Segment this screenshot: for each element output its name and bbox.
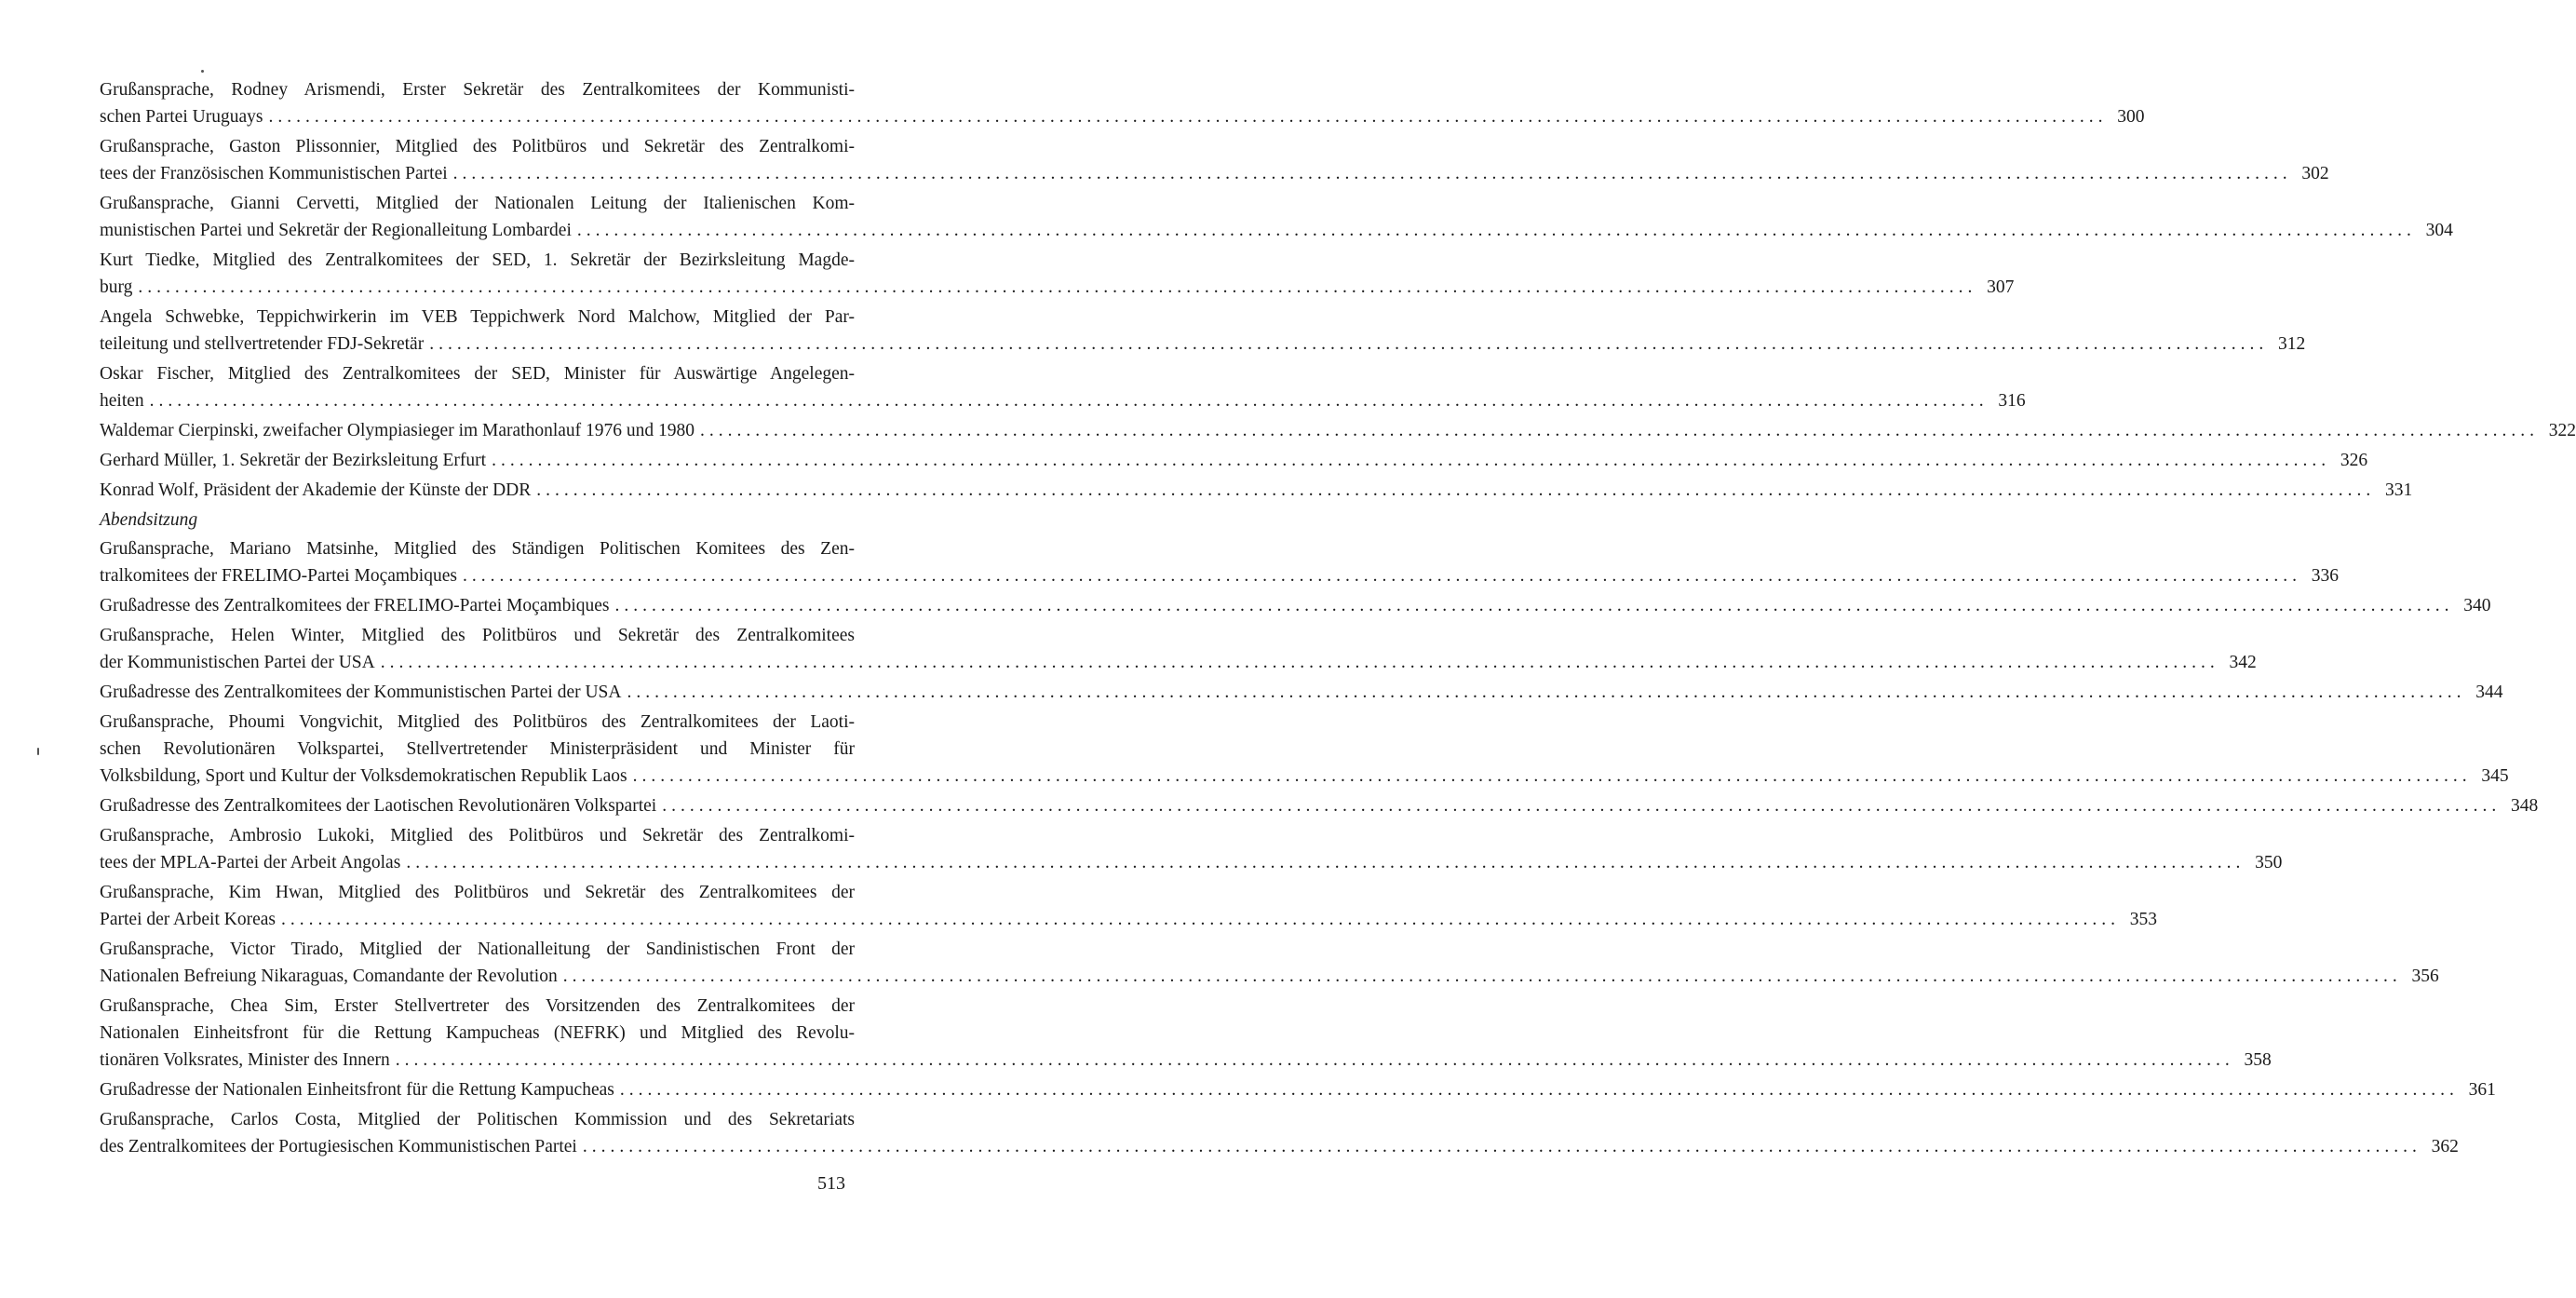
toc-entry-line: Grußansprache, Mariano Matsinhe, Mitglied des Ständigen Politischen Komitees des Zen- [100,539,855,559]
toc-page-number: 302 [2301,164,2329,183]
toc-page-number: 336 [2311,566,2339,586]
toc-entry-final-line [100,679,2503,706]
toc-page-number: 356 [2411,967,2439,986]
toc-page-number: 344 [2475,683,2503,702]
toc-entry-text: des Zentralkomitees der Portugiesischen Kommunistischen Partei [100,1137,577,1156]
toc-entry-text: der Kommunistischen Partei der USA [100,653,375,672]
dot-leader: ........................................................................................................................................................................................................ [280,910,2120,929]
dot-leader: ........................................................................................................................................................................................................ [700,421,2540,440]
dot-leader: ........................................................................................................................................................................................................ [662,796,2502,816]
toc-entry-final-line [100,562,2339,589]
section-heading: Abendsitzung [100,510,198,530]
toc-page-number: 342 [2229,653,2257,672]
toc-entry [100,993,2272,1074]
toc-entry-text: tionären Volksrates, Minister des Innern [100,1050,390,1070]
dot-leader: ........................................................................................................................................................................................................ [138,277,1977,297]
dot-leader: ........................................................................................................................................................................................................ [562,967,2402,986]
toc-entry-line: Grußansprache, Chea Sim, Erster Stellvertreter des Vorsitzenden des Zentralkomitees der [100,996,855,1016]
toc-page-number: 353 [2129,910,2157,929]
toc-entry-final-line [100,447,2368,474]
dot-leader: ........................................................................................................................................................................................................ [149,391,1989,411]
toc-page-number: 348 [2510,796,2539,816]
toc-entry-text: Waldemar Cierpinski, zweifacher Olympiasieger im Marathonlauf 1976 und 1980 [100,421,695,440]
toc-page-number: 362 [2431,1137,2459,1156]
toc-entry-final-line [100,963,2439,990]
toc-entry [100,417,2576,444]
dot-leader: ........................................................................................................................................................................................................ [395,1050,2234,1070]
toc-entry [100,360,2026,414]
dot-leader: ........................................................................................................................................................................................................ [536,480,2376,500]
dot-leader: ........................................................................................................................................................................................................ [632,766,2472,786]
toc-entry-final-line [100,792,2539,819]
toc-page-number: 312 [2277,334,2306,354]
toc-entry-line: Grußansprache, Carlos Costa, Mitglied der Politischen Kommission und des Sekretariats [100,1110,855,1129]
toc-entry-line: Grußansprache, Helen Winter, Mitglied des Politbüros und Sekretär des Zentralkomitees [100,626,855,645]
dot-leader: ........................................................................................................................................................................................................ [627,683,2466,702]
toc-entry-text: teileitung und stellvertretender FDJ-Sekretär [100,334,425,354]
toc-entry-final-line [100,906,2157,933]
toc-section-top [100,76,2576,504]
toc-entry-line: Grußansprache, Kim Hwan, Mitglied des Politbüros und Sekretär des Zentralkomitees der [100,883,855,902]
toc-page-number: 358 [2244,1050,2272,1070]
toc-entry-text: burg [100,277,133,297]
toc-entry [100,936,2439,990]
toc-entry [100,622,2257,676]
toc-entry-final-line [100,1133,2459,1160]
toc-entry [100,535,2339,589]
toc-entry [100,247,2015,301]
toc-entry-text: Konrad Wolf, Präsident der Akademie der Künste der DDR [100,480,532,500]
toc-entry-final-line [100,217,2453,244]
toc-page-number: 361 [2468,1080,2496,1100]
dot-leader: ........................................................................................................................................................................................................ [452,164,2292,183]
toc-entry [100,1076,2496,1103]
dot-leader: ........................................................................................................................................................................................................ [614,596,2454,615]
toc-entry-line: Grußansprache, Victor Tirado, Mitglied der Nationalleitung der Sandinistischen Front der [100,940,855,959]
toc-entry-line: Grußansprache, Rodney Arismendi, Erster Sekretär des Zentralkomitees der Kommunisti- [100,80,855,100]
toc-entry [100,447,2368,474]
toc-entry-text: tees der MPLA-Partei der Arbeit Angolas [100,853,401,872]
toc-page-number: 326 [2340,451,2368,470]
dot-leader: ........................................................................................................................................................................................................ [492,451,2331,470]
toc-page-number: 322 [2548,421,2576,440]
toc-entry [100,792,2539,819]
toc-entry-final-line [100,160,2329,187]
toc-entry-final-line [100,387,2026,414]
toc-entry-final-line [100,274,2015,301]
toc-entry [100,133,2329,187]
toc-entry-final-line [100,477,2413,504]
dot-leader: ........................................................................................................................................................................................................ [380,653,2219,672]
toc-entry-line: Angela Schwebke, Teppichwirkerin im VEB Teppichwerk Nord Malchow, Mitglied der Par- [100,307,855,327]
toc-entry-text: tralkomitees der FRELIMO-Partei Moçambiques [100,566,457,586]
dot-leader: ........................................................................................................................................................................................................ [462,566,2301,586]
toc-entry [100,709,2509,790]
toc-entry-final-line [100,1076,2496,1103]
toc-page-number: 350 [2255,853,2283,872]
toc-entry [100,879,2157,933]
toc-entry-final-line [100,103,2145,130]
toc-page-number: 340 [2463,596,2491,615]
toc-entry [100,822,2283,876]
toc-entry-text: Grußadresse der Nationalen Einheitsfront für die Rettung Kampucheas [100,1080,614,1100]
toc-entry-text: Grußadresse des Zentralkomitees der Laotischen Revolutionären Volkspartei [100,796,657,816]
margin-speck [201,70,204,73]
toc-entry-final-line [100,849,2283,876]
toc-entry [100,477,2413,504]
toc-entry-line: Grußansprache, Phoumi Vongvichit, Mitglied des Politbüros des Zentralkomitees der Laoti- [100,712,855,732]
toc-entry-final-line [100,763,2509,790]
toc-entry-text: tees der Französischen Kommunistischen Partei [100,164,448,183]
toc-entry-final-line [100,592,2491,619]
toc-page-number: 316 [1998,391,2026,411]
toc-entry-line: Oskar Fischer, Mitglied des Zentralkomitees der SED, Minister für Auswärtige Angelegen- [100,364,855,384]
toc-entry [100,679,2503,706]
toc-entry [100,592,2491,619]
dot-leader: ........................................................................................................................................................................................................ [429,334,2269,354]
toc-entry-text: Grußadresse des Zentralkomitees der FRELIMO-Partei Moçambiques [100,596,610,615]
dot-leader: ........................................................................................................................................................................................................ [576,221,2416,240]
toc-page-number: 345 [2481,766,2509,786]
toc-entry-text: Grußadresse des Zentralkomitees der Kommunistischen Partei der USA [100,683,622,702]
table-of-contents [100,76,2576,1163]
toc-entry [100,190,2453,244]
toc-entry-text: Nationalen Befreiung Nikaraguas, Comandante der Revolution [100,967,558,986]
toc-entry-line: Grußansprache, Ambrosio Lukoki, Mitglied des Politbüros und Sekretär des Zentralkomi- [100,826,855,845]
toc-page-number: 300 [2117,107,2145,127]
toc-entry-text: schen Partei Uruguays [100,107,263,127]
toc-entry-text: munistischen Partei und Sekretär der Regionalleitung Lombardei [100,221,572,240]
toc-entry [100,76,2145,130]
toc-entry-text: Partei der Arbeit Koreas [100,910,276,929]
margin-speck [37,748,39,755]
toc-page-number: 307 [1987,277,2015,297]
dot-leader: ........................................................................................................................................................................................................ [268,107,2108,127]
toc-entry-text: heiten [100,391,144,411]
toc-entry-line: Nationalen Einheitsfront für die Rettung Kampucheas (NEFRK) und Mitglied des Revolu- [100,1023,855,1043]
toc-entry [100,304,2306,358]
dot-leader: ........................................................................................................................................................................................................ [406,853,2246,872]
toc-entry-final-line [100,1047,2272,1074]
dot-leader: ........................................................................................................................................................................................................ [619,1080,2459,1100]
toc-entry-final-line [100,331,2306,358]
toc-entry-final-line [100,417,2576,444]
toc-entry [100,1106,2459,1160]
page-number: 513 [817,1173,845,1194]
toc-page-number: 331 [2385,480,2413,500]
toc-entry-line: schen Revolutionären Volkspartei, Stellvertretender Ministerpräsident und Minister für [100,739,855,759]
toc-entry-text: Volksbildung, Sport und Kultur der Volksdemokratischen Republik Laos [100,766,627,786]
toc-entry-line: Grußansprache, Gaston Plissonnier, Mitglied des Politbüros und Sekretär des Zentralkomi- [100,137,855,156]
dot-leader: ........................................................................................................................................................................................................ [582,1137,2421,1156]
toc-entry-line: Grußansprache, Gianni Cervetti, Mitglied der Nationalen Leitung der Italienischen Kom- [100,194,855,213]
toc-page-number: 304 [2425,221,2453,240]
toc-section-evening [100,535,2539,1160]
toc-entry-line: Kurt Tiedke, Mitglied des Zentralkomitees der SED, 1. Sekretär der Bezirksleitung Magde- [100,250,855,270]
toc-entry-final-line [100,649,2257,676]
toc-entry-text: Gerhard Müller, 1. Sekretär der Bezirksleitung Erfurt [100,451,487,470]
